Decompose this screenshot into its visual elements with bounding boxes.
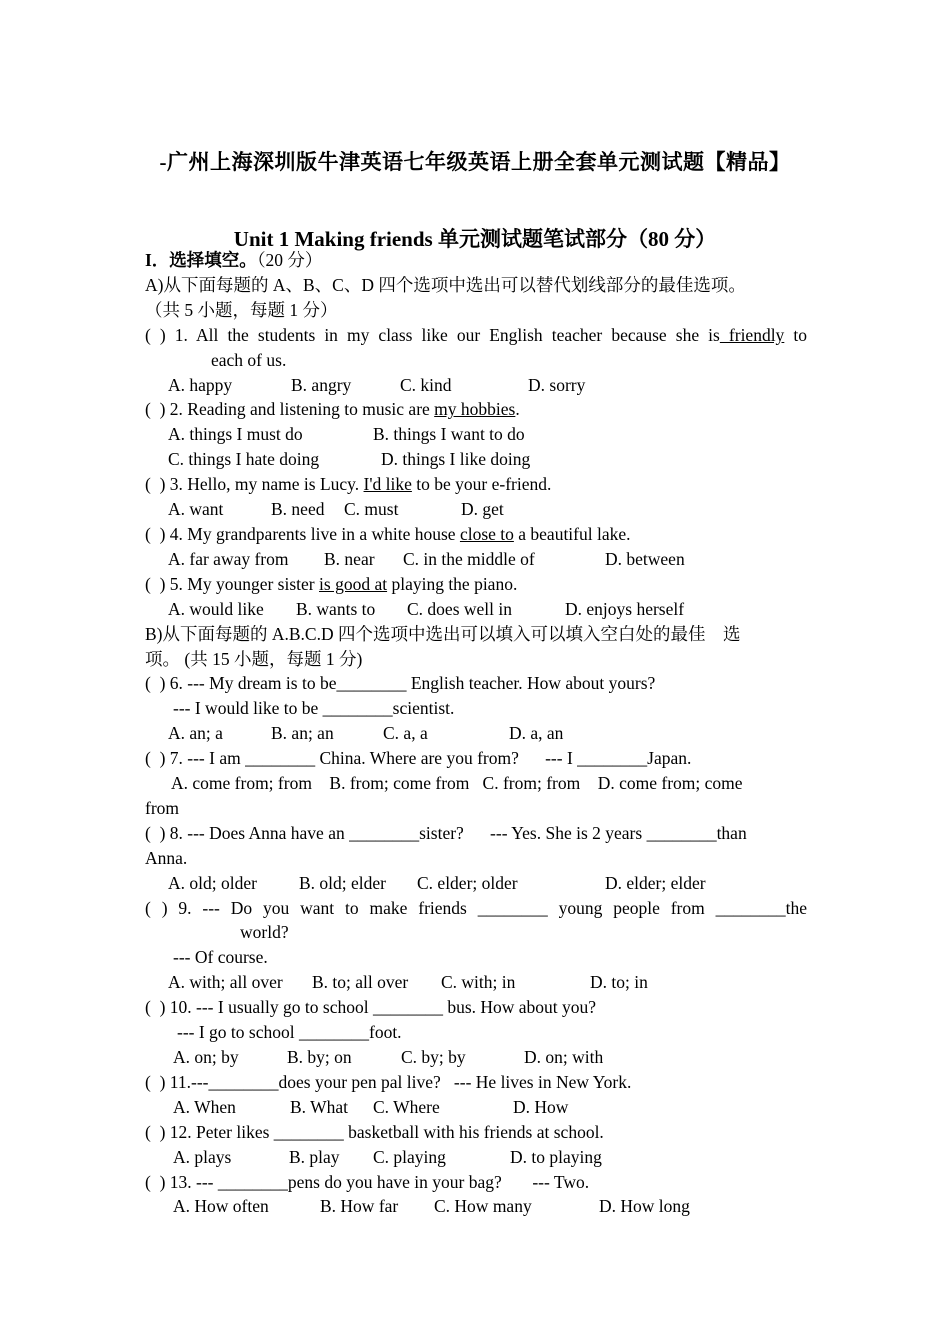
option-b: B. How far (320, 1196, 399, 1217)
option-c: C. with; in (441, 972, 516, 993)
option-a: A. on; by (173, 1047, 239, 1067)
question-2: ( ) 2. Reading and listening to music are my hobbies. (145, 399, 520, 420)
question-7: ( ) 7. --- I am ________ China. Where are you from? --- I ________Japan. (145, 748, 692, 769)
question-5: ( ) 5. My younger sister is good at playing the piano. (145, 573, 518, 594)
option-b: B. wants to (296, 598, 376, 619)
question-6-options (145, 721, 807, 746)
option-b: B. need (271, 499, 325, 520)
question-12-options (145, 1145, 807, 1170)
question-3-options (145, 497, 807, 522)
question-1: ( ) 1. All the students in my class like our English teacher because she is friendly to (145, 324, 807, 345)
option-b: B. by; on (287, 1047, 352, 1067)
option-d: D. to playing (510, 1146, 602, 1167)
question-9-continuation: world? (240, 922, 289, 943)
option-d: D. between (605, 548, 685, 569)
question-8: ( ) 8. --- Does Anna have an ________sister? --- Yes. She is 2 years ________than (145, 822, 747, 843)
option-d: D. sorry (528, 374, 586, 395)
question-6-line-2: --- I would like to be ________scientist. (173, 698, 455, 719)
option-b: B. things I want to do (373, 424, 525, 445)
option-b: B. What (290, 1096, 349, 1117)
option-a: A. things I must do (168, 424, 303, 445)
question-2-options-2 (145, 447, 807, 472)
question-9: ( ) 9. --- Do you want to make friends ________ young people from ________the (145, 897, 807, 918)
option-a: A. an; a (168, 723, 223, 744)
option-c: C. playing (373, 1146, 446, 1167)
option-c: C. elder; older (417, 872, 518, 893)
question-10: ( ) 10. --- I usually go to school ________ bus. How about you? (145, 997, 597, 1018)
question-8-options (145, 871, 807, 896)
option-a: A. far away from (168, 548, 289, 569)
question-13: ( ) 13. --- ________pens do you have in your bag? --- Two. (145, 1171, 590, 1192)
question-1-continuation: each of us. (211, 349, 287, 370)
section-heading: I．选择填空。（20 分） (145, 250, 323, 270)
question-2-options-1 (145, 422, 807, 447)
unit-title: Unit 1 Making friends 单元测试题笔试部分（80 分） (233, 227, 717, 251)
option-d: D. things I like doing (381, 449, 531, 470)
option-d: D. How long (599, 1196, 690, 1217)
question-10-options (145, 1045, 807, 1070)
option-a: A. happy (168, 374, 233, 395)
exam-content (145, 248, 807, 1219)
option-c: C. a, a (383, 723, 428, 744)
option-a: A. plays (173, 1146, 232, 1167)
option-c: C. must (344, 499, 399, 520)
question-9-line-3: --- Of course. (173, 947, 268, 968)
option-a: A. want (168, 499, 224, 520)
option-a: A. When (173, 1096, 236, 1117)
document-title: -广州上海深圳版牛津英语七年级英语上册全套单元测试题【精品】 (159, 150, 791, 174)
option-b: B. near (324, 548, 375, 569)
option-b: B. angry (291, 374, 352, 395)
option-d: D. a, an (509, 723, 564, 744)
option-d: D. on; with (524, 1047, 604, 1067)
option-a: A. old; older (168, 872, 257, 893)
option-d: D. How (513, 1096, 569, 1117)
option-c: C. How many (434, 1196, 532, 1217)
option-d: D. to; in (590, 972, 648, 993)
part-a-instruction: A)从下面每题的 A、B、C、D 四个选项中选出可以替代划线部分的最佳选项。 (145, 274, 746, 295)
question-3: ( ) 3. Hello, my name is Lucy. I'd like to be your e-friend. (145, 474, 552, 495)
question-7-options: A. come from; from B. from; come from C. from; from D. come from; come (171, 773, 743, 794)
option-a: A. How often (173, 1196, 269, 1217)
question-9-options (145, 970, 807, 995)
part-b-instruction-2: 项。 (共 15 小题，每题 1 分) (145, 648, 363, 669)
option-a: A. with; all over (168, 972, 283, 993)
question-13-options (145, 1194, 807, 1219)
option-c: C. Where (373, 1096, 440, 1117)
option-c: C. in the middle of (403, 548, 535, 569)
question-6: ( ) 6. --- My dream is to be________ English teacher. How about yours? (145, 673, 656, 694)
question-12: ( ) 12. Peter likes ________ basketball with his friends at school. (145, 1121, 604, 1142)
option-c: C. kind (400, 374, 452, 395)
question-10-line-2: --- I go to school ________foot. (177, 1022, 402, 1043)
question-5-options (145, 597, 807, 622)
question-11-options (145, 1095, 807, 1120)
question-1-options (145, 373, 807, 398)
question-11: ( ) 11.---________does your pen pal live? --- He lives in New York. (145, 1071, 632, 1092)
option-c: C. things I hate doing (168, 449, 320, 470)
option-b: B. play (289, 1146, 340, 1167)
option-b: B. to; all over (312, 972, 409, 993)
question-7-wrap: from (145, 797, 180, 818)
option-a: A. would like (168, 598, 264, 619)
question-8-wrap: Anna. (145, 847, 188, 868)
option-c: C. by; by (401, 1047, 466, 1067)
option-d: D. enjoys herself (565, 598, 685, 619)
part-a-instruction-2: （共 5 小题，每题 1 分） (145, 299, 338, 320)
option-c: C. does well in (407, 598, 512, 619)
part-b-instruction: B)从下面每题的 A.B.C.D 四个选项中选出可以填入可以填入空白处的最佳 选 (145, 623, 741, 644)
option-d: D. get (461, 499, 504, 520)
option-b: B. old; elder (299, 872, 386, 893)
question-4: ( ) 4. My grandparents live in a white house close to a beautiful lake. (145, 523, 631, 544)
question-4-options (145, 547, 807, 572)
option-b: B. an; an (271, 723, 334, 744)
option-d: D. elder; elder (605, 872, 706, 893)
